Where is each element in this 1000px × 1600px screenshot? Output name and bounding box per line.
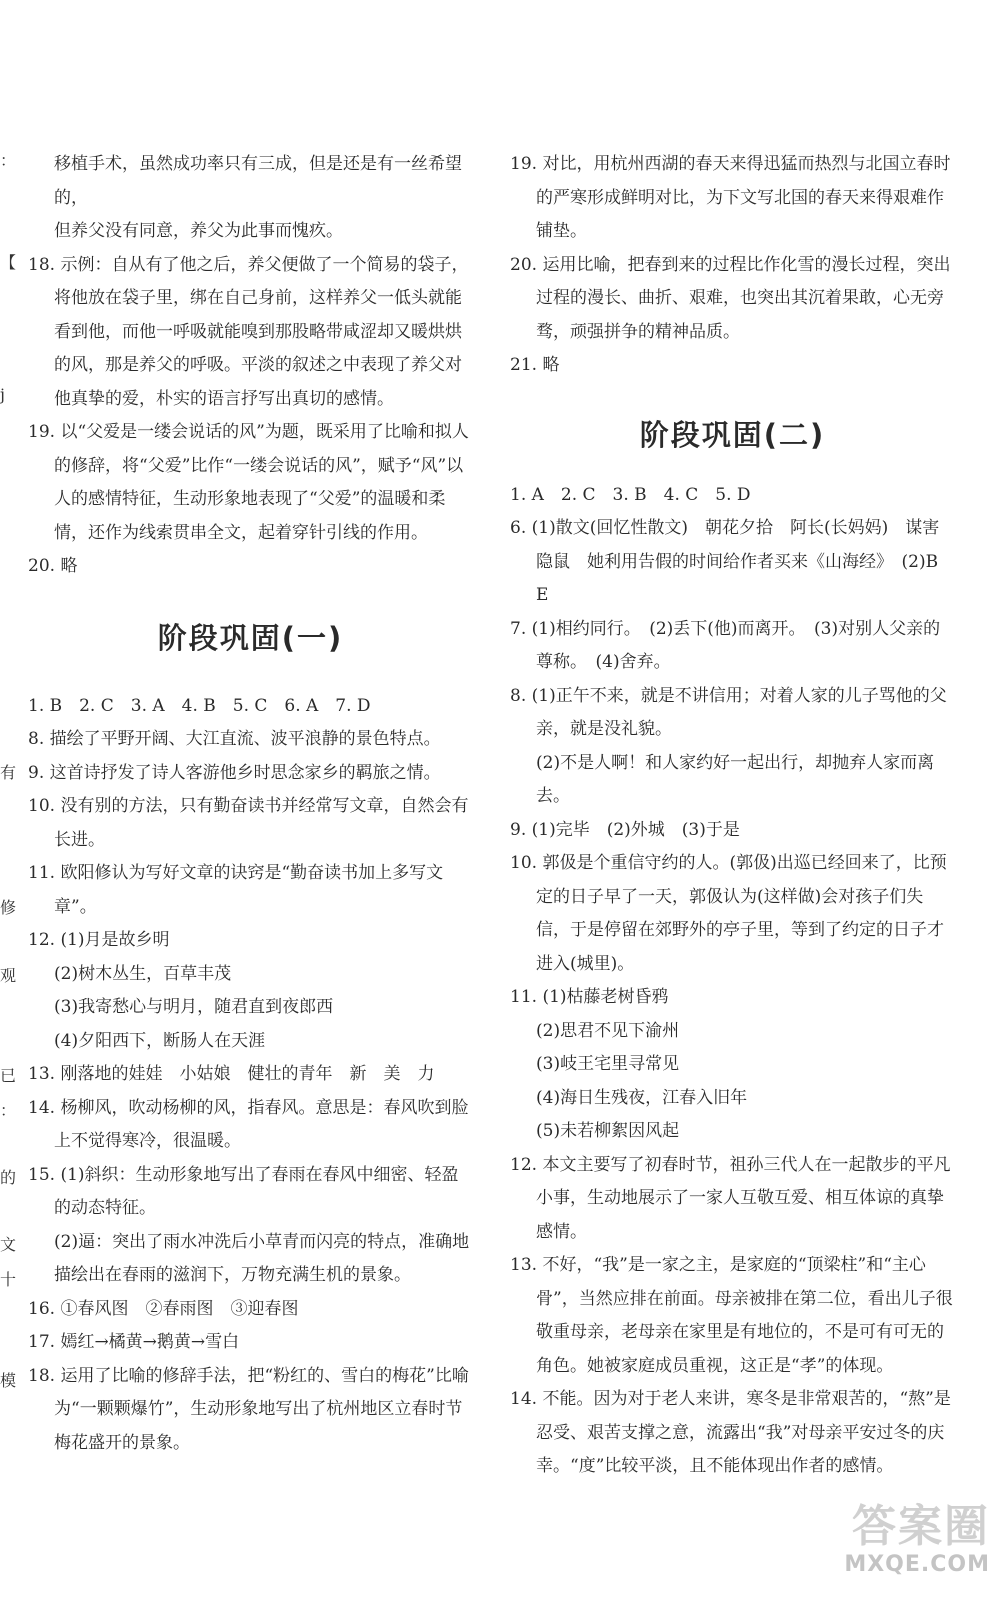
answer-item: 21. 略 xyxy=(510,355,560,375)
edge-char: 十 xyxy=(0,1270,17,1289)
answer-item: 20. 略 xyxy=(28,556,78,576)
edge-char: ： xyxy=(0,151,17,170)
edge-char: 观 xyxy=(0,966,17,985)
answer-item: 9. 这首诗抒发了诗人客游他乡时思念家乡的羁旅之情。 xyxy=(28,762,441,783)
continued-line: 移植手术，虽然成功率只有三成，但是还是有一丝希望的， xyxy=(54,154,462,208)
answer-item: 13. 刚落地的娃娃 小姑娘 健壮的青年 新 美 力 xyxy=(28,1064,435,1084)
answer-item: 11. (1)枯藤老树昏鸦 xyxy=(510,987,669,1007)
edge-char: ： xyxy=(0,1101,17,1120)
answer-item: 19. 以“父爱是一缕会说话的风”为题，既采用了比喻和拟人的修辞，将“父爱”比作“一缕会说话的风”，赋予“风”以人的感情特征，生动形象地表现了“父爱”的温暖和柔情，还作为线索贯串全文，起着穿针引线的作用。 xyxy=(28,422,469,543)
answer-item: 18. 示例：自从有了他之后，养父便做了一个简易的袋子，将他放在袋子里，绑在自己身前，这样养父一低头就能看到他，而他一呼吸就能嗅到那股略带咸涩却又暖烘烘的风，那是养父的呼吸。平淡的叙述之中表现了养父对他真挚的爱，朴实的语言抒写出真切的感情。 xyxy=(28,254,469,409)
answer-item: 15. (1)斜织：生动形象地写出了春雨在春风中细密、轻盈的动态特征。 xyxy=(28,1164,459,1218)
answer-item: 19. 对比，用杭州西湖的春天来得迅猛而热烈与北国立春时的严寒形成鲜明对比，为下文写北国的春天来得艰难作铺垫。 xyxy=(510,154,951,241)
answer-item: 10. 郭伋是个重信守约的人。(郭伋)出巡已经回来了，比预定的日子早了一天，郭伋认为(这样做)会对孩子们失信，于是停留在郊野外的亭子里，等到了约定的日子才进入(城里)。 xyxy=(510,853,947,974)
right-items-before xyxy=(510,148,955,383)
section-heading: 阶段巩固(一) xyxy=(157,620,344,655)
continued-line: 但养父没有同意，养父为此事而愧疚。 xyxy=(54,221,343,241)
edge-char: 模 xyxy=(0,1371,17,1390)
edge-char: 【 xyxy=(0,253,17,272)
edge-char: 文 xyxy=(0,1235,17,1254)
answer-subitem: (2)树木丛生，百草丰茂 xyxy=(54,963,232,984)
watermark-logo xyxy=(810,1502,990,1592)
answer-item: 8. (1)正午不来，就是不讲信用；对着人家的儿子骂他的父亲，就是没礼貌。 xyxy=(510,685,947,739)
answer-item: 8. 描绘了平野开阔、大江直流、波平浪静的景色特点。 xyxy=(28,729,441,749)
answer-item: 14. 不能。因为对于老人来讲，寒冬是非常艰苦的，“熬”是忍受、艰苦支撑之意，流露出“我”对母亲平安过冬的庆幸。“度”比较平淡，且不能体现出作者的感情。 xyxy=(510,1389,951,1476)
answer-item: 6. (1)散文(回忆性散文) 朝花夕拾 阿长(长妈妈) 谋害隐鼠 她利用告假的时间给作者买来《山海经》 (2)B E xyxy=(510,518,956,605)
edge-char: 有 xyxy=(0,763,17,782)
section-heading: 阶段巩固(二) xyxy=(639,417,826,452)
answer-subitem: (2)逼：突出了雨水冲洗后小草青而闪亮的特点，准确地描绘出在春雨的滋润下，万物充满生机的景象。 xyxy=(54,1231,470,1285)
watermark-url: MXQE.COM xyxy=(844,1552,990,1577)
answer-subitem: (4)夕阳西下，断肠人在天涯 xyxy=(54,1030,266,1051)
edge-char: 已 xyxy=(0,1066,17,1085)
right-items-after xyxy=(510,479,955,1484)
edge-char: 修 xyxy=(0,898,17,917)
right-column xyxy=(510,148,955,1484)
left-items-before xyxy=(28,249,473,584)
left-items-after xyxy=(28,690,473,1461)
answer-subitem: (4)海日生残夜，江春入旧年 xyxy=(536,1087,748,1108)
watermark-title: 答案圈 xyxy=(852,1501,990,1552)
answer-item: 9. (1)完毕 (2)外城 (3)于是 xyxy=(510,819,740,840)
edge-char: 的 xyxy=(0,1168,17,1187)
answer-subitem: (2)思君不见下渝州 xyxy=(536,1020,680,1041)
answer-item: 12. 本文主要写了初春时节，祖孙三代人在一起散步的平凡小事，生动地展示了一家人互敬互爱、相互体谅的真挚感情。 xyxy=(510,1154,951,1242)
left-column xyxy=(28,148,473,1460)
answer-item: 18. 运用了比喻的修辞手法，把“粉红的、雪白的梅花”比喻为“一颗颗爆竹”，生动形象地写出了杭州地区立春时节梅花盛开的景象。 xyxy=(28,1365,469,1453)
answer-subitem: (2)不是人啊！和人家约好一起出行，却抛弃人家而离去。 xyxy=(536,752,935,806)
answer-item: 16. ①春风图 ②春雨图 ③迎春图 xyxy=(28,1298,299,1319)
answer-item: 13. 不好，“我”是一家之主，是家庭的“顶梁柱”和“主心骨”，当然应排在前面。母亲被排在第二位，看出儿子很敬重母亲，老母亲在家里是有地位的，不是可有可无的角色。她被家庭成员重视，这正是“孝”的体现。 xyxy=(510,1255,953,1376)
edge-char: j xyxy=(0,385,5,404)
answer-item: 7. (1)相约同行。 (2)丢下(他)而离开。 (3)对别人父亲的尊称。 (4)舍弃。 xyxy=(510,618,941,672)
answer-subitem: (3)岐王宅里寻常见 xyxy=(536,1054,680,1074)
answer-item: 11. 欧阳修认为写好文章的诀窍是“勤奋读书加上多写文章”。 xyxy=(28,863,444,917)
answer-item: 20. 运用比喻，把春到来的过程比作化雪的漫长过程，突出过程的漫长、曲折、艰难，也突出其沉着果敢，心无旁骛，顽强拼争的精神品质。 xyxy=(510,254,951,342)
answer-subitem: (5)未若柳絮因风起 xyxy=(536,1121,680,1141)
answer-item: 14. 杨柳风，吹动杨柳的风，指春风。意思是：春风吹到脸上不觉得寒冷，很温暖。 xyxy=(28,1097,469,1151)
answer-item: 10. 没有别的方法，只有勤奋读书并经常写文章，自然会有长进。 xyxy=(28,796,469,850)
answer-item: 1. B 2. C 3. A 4. B 5. C 6. A 7. D xyxy=(28,695,371,716)
answer-item: 17. 嫣红→橘黄→鹅黄→雪白 xyxy=(28,1332,240,1352)
answer-item: 12. (1)月是故乡明 xyxy=(28,930,170,950)
answer-subitem: (3)我寄愁心与明月，随君直到夜郎西 xyxy=(54,997,334,1017)
answer-item: 1. A 2. C 3. B 4. C 5. D xyxy=(510,484,751,505)
